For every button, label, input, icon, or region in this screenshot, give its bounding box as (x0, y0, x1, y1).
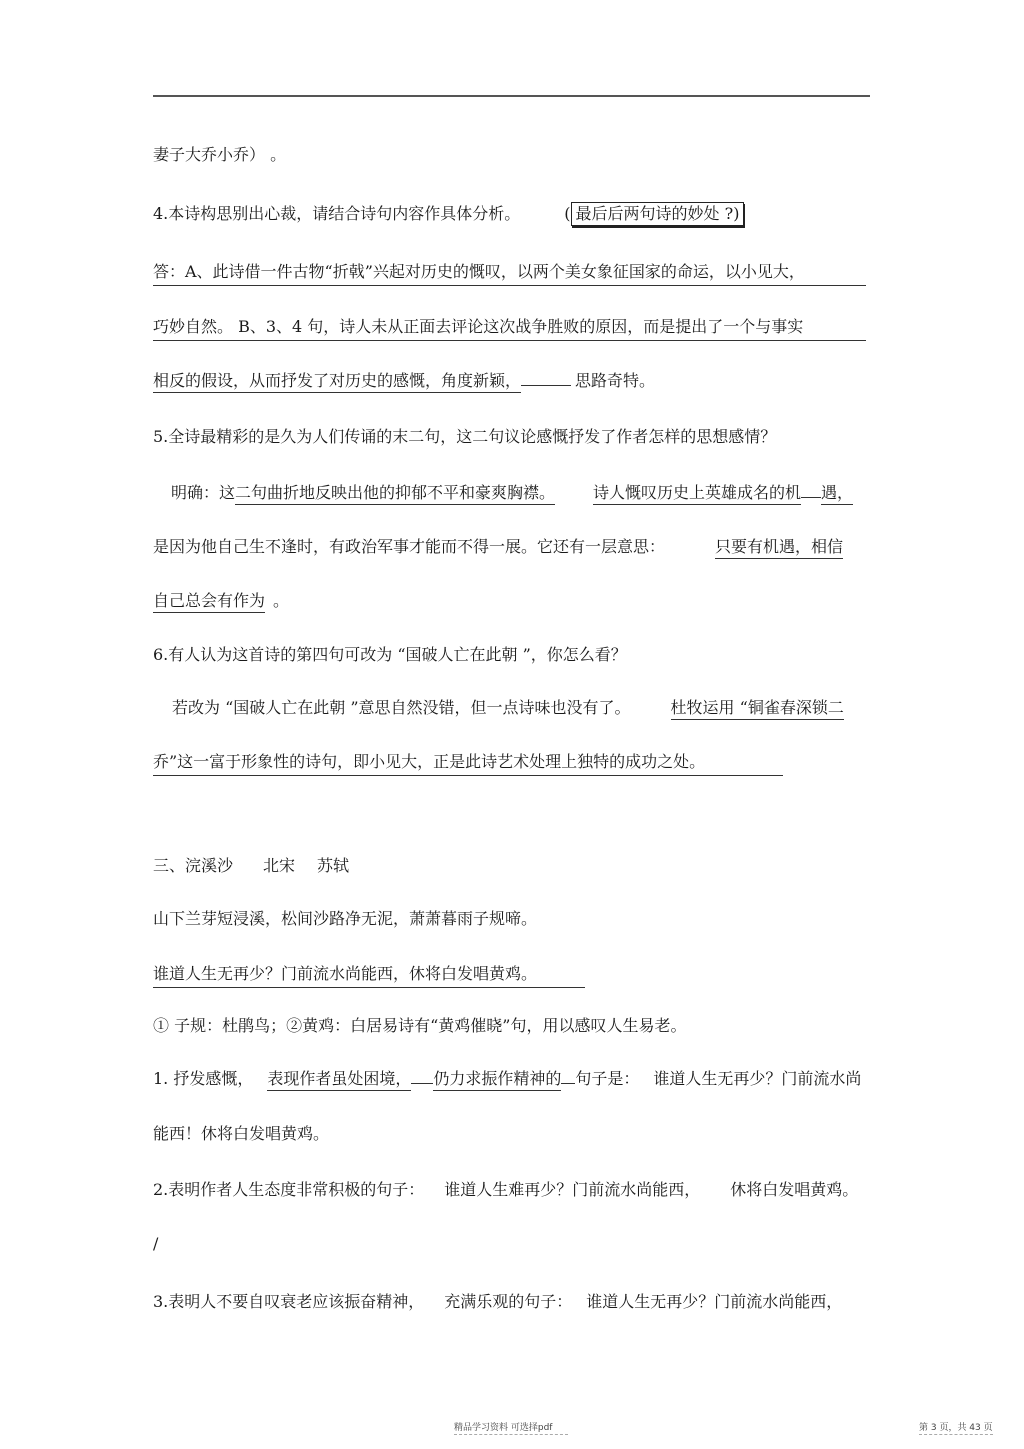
footer-dash-left (454, 1434, 568, 1435)
poem-line: 山下兰芽短浸溪，松间沙路净无泥，萧萧暮雨子规啼。 (153, 909, 538, 928)
annotation-line: ① 子规：杜鹃鸟；②黄鸡：白居易诗有“黄鸡催晓”句，用以感叹人生易老。 (153, 1016, 687, 1035)
footer-dash-right (919, 1434, 993, 1435)
answer-line: 若改为 “国破人亡在此朝 ”意思自然没错，但一点诗味也没有了。 杜牧运用 “铜雀春深锁二 (172, 697, 844, 719)
text-line: / (153, 1234, 159, 1253)
question-5: 5.全诗最精彩的是久为人们传诵的末二句，这二句议论感慨抒发了作者怎样的思想感情？ (153, 427, 777, 446)
question-1: 1. 抒发感慨， 表现作者虽处困境， 仍力求振作精神的 句子是： 谁道人生无再少？门前流水尚 (153, 1068, 861, 1090)
poem-line: 谁道人生无再少？门前流水尚能西，休将白发唱黄鸡。 (153, 963, 585, 988)
question-4: 4.本诗构思别出心裁，请结合诗句内容作具体分析。 ( 最后后两句诗的妙处 ?) (153, 202, 744, 226)
section-title: 三、浣溪沙 北宋 苏轼 (153, 856, 350, 875)
answer-line: 自己总会有作为 。 (153, 590, 289, 612)
answer-line: 答：A、此诗借一件古物“折戟”兴起对历史的慨叹，以两个美女象征国家的命运，以小见大， (153, 261, 866, 286)
hint-box: 最后后两句诗的妙处 ?) (571, 202, 745, 226)
question-2: 2.表明作者人生态度非常积极的句子： 谁道人生难再少？门前流水尚能西， 休将白发唱黄鸡。 (153, 1180, 859, 1199)
question-3: 3.表明人不要自叹衰老应该振奋精神， 充满乐观的句子： 谁道人生无再少？门前流水尚能西， (153, 1292, 843, 1311)
answer-line: 巧妙自然。 B、3、4 句，诗人未从正面去评论这次战争胜败的原因，而是提出了一个与事实 (153, 316, 866, 341)
question-6: 6.有人认为这首诗的第四句可改为 “国破人亡在此朝 ”，你怎么看？ (153, 645, 627, 664)
answer-line: 是因为他自己生不逢时，有政治军事才能而不得一展。它还有一层意思： 只要有机遇，相信 (153, 536, 843, 558)
answer-line: 明确：这二句曲折地反映出他的抑郁不平和豪爽胸襟。 诗人慨叹历史上英雄成名的机 遇， (171, 482, 853, 504)
text-line: 妻子大乔小乔） 。 (153, 145, 287, 164)
page-number: 第 3 页，共 43 页 (919, 1423, 993, 1433)
answer-line: 乔”这一富于形象性的诗句，即小见大，正是此诗艺术处理上独特的成功之处。 (153, 751, 783, 776)
footer-left: 精品学习资料 可选择pdf (454, 1423, 553, 1433)
header-rule (153, 95, 870, 97)
answer-line: 能西！休将白发唱黄鸡。 (153, 1124, 330, 1143)
answer-line: 相反的假设，从而抒发了对历史的感慨，角度新颖， 思路奇特。 (153, 370, 655, 392)
